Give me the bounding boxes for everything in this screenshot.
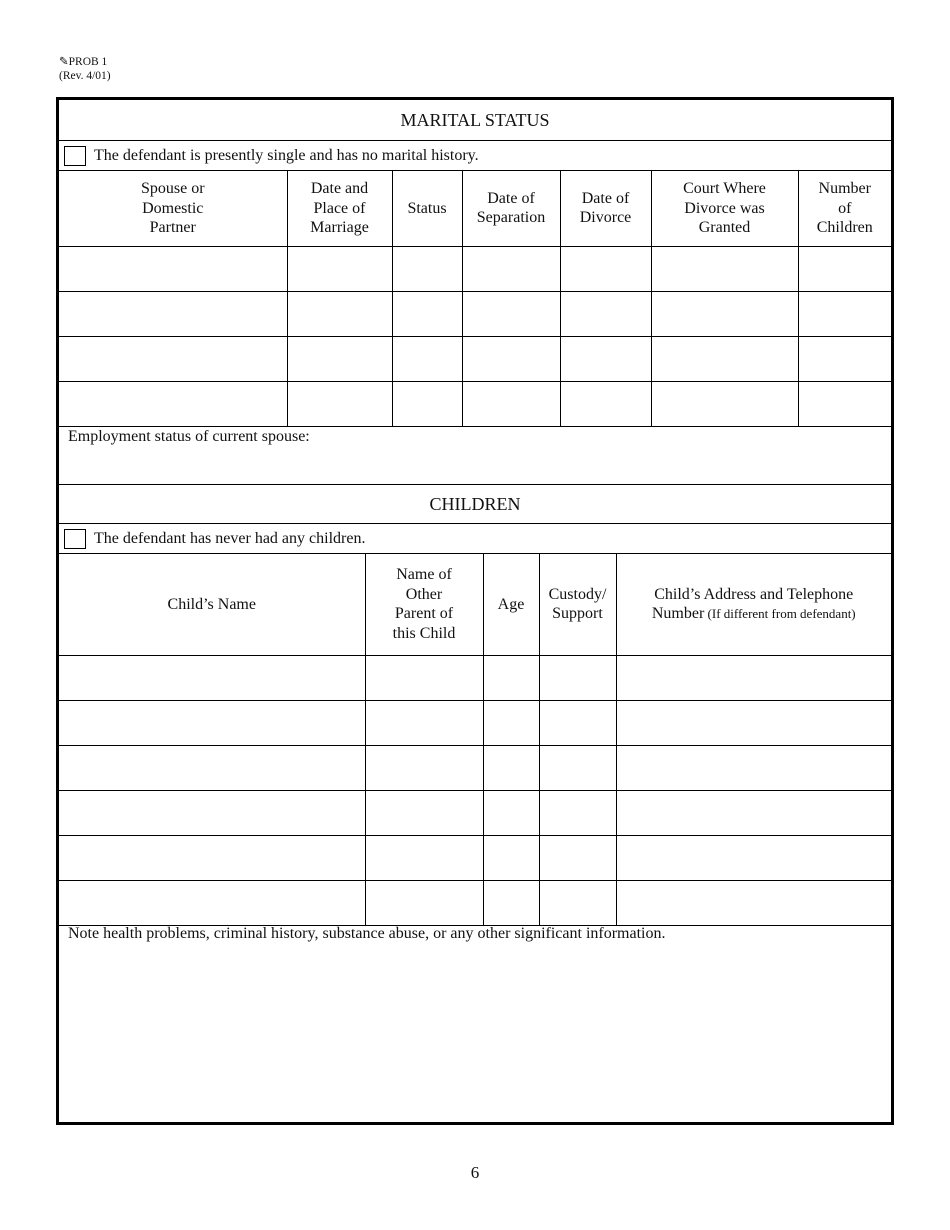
children-row: [59, 655, 891, 700]
children-cell[interactable]: [616, 835, 891, 880]
form-revision: (Rev. 4/01): [59, 70, 111, 82]
marital-cell[interactable]: [798, 381, 891, 426]
children-col-header: [483, 554, 539, 655]
marital-cell[interactable]: [798, 336, 891, 381]
form-frame: [56, 97, 894, 1125]
children-cell[interactable]: [483, 790, 539, 835]
children-row: [59, 835, 891, 880]
marital-cell[interactable]: [287, 381, 392, 426]
children-cell[interactable]: [59, 835, 365, 880]
marital-rows: [59, 246, 891, 426]
children-cell[interactable]: [365, 655, 483, 700]
marital-cell[interactable]: [651, 336, 798, 381]
marital-col-header-line: Date of: [581, 189, 630, 207]
marital-col-header: [59, 171, 287, 246]
single-checkbox-label: The defendant is presently single and has no marital history.: [94, 146, 479, 164]
children-col-header-line: Custody/: [548, 585, 607, 603]
marital-cell[interactable]: [651, 291, 798, 336]
children-row: [59, 880, 891, 925]
employment-status-label: Employment status of current spouse:: [68, 428, 310, 445]
marital-cell[interactable]: [287, 246, 392, 291]
marital-col-header-line: Marriage: [310, 219, 369, 236]
children-cell[interactable]: [539, 745, 616, 790]
page-number: 6: [470, 1163, 480, 1182]
marital-col-header-line: Spouse or: [140, 180, 205, 197]
marital-col-header: [560, 171, 651, 246]
children-cell[interactable]: [365, 790, 483, 835]
no-children-row: [59, 524, 891, 554]
marital-cell[interactable]: [651, 246, 798, 291]
children-cell[interactable]: [365, 745, 483, 790]
no-children-checkbox-label: The defendant has never had any children.: [94, 529, 366, 547]
children-table: [59, 554, 891, 926]
marital-cell[interactable]: [59, 336, 287, 381]
children-col-header: [365, 554, 483, 655]
marital-col-header-line: of: [838, 199, 852, 217]
children-rows: [59, 655, 891, 925]
children-col-header: [539, 554, 616, 655]
marital-cell[interactable]: [560, 291, 651, 336]
children-cell[interactable]: [59, 745, 365, 790]
marital-col-header-line: Divorce: [579, 209, 632, 227]
children-cell[interactable]: [483, 700, 539, 745]
marital-col-header-line: Place of: [313, 199, 366, 217]
marital-cell[interactable]: [462, 336, 560, 381]
marital-row: [59, 291, 891, 336]
children-row: [59, 790, 891, 835]
children-col-header-line: this Child: [392, 624, 456, 642]
marital-col-header-line: Granted: [698, 219, 751, 236]
marital-col-header-line: Number: [818, 180, 871, 197]
marital-col-header: [287, 171, 392, 246]
notes-field[interactable]: [59, 923, 891, 1122]
marital-row: [59, 381, 891, 426]
children-cell[interactable]: [539, 880, 616, 925]
marital-cell[interactable]: [59, 381, 287, 426]
children-cell[interactable]: [483, 655, 539, 700]
single-row: [59, 141, 891, 171]
children-title: CHILDREN: [59, 485, 891, 524]
marital-cell[interactable]: [651, 381, 798, 426]
children-cell[interactable]: [539, 790, 616, 835]
marital-cell[interactable]: [287, 336, 392, 381]
marital-col-header: [651, 171, 798, 246]
children-cell[interactable]: [616, 655, 891, 700]
children-col-header: [59, 554, 365, 655]
marital-status-title: MARITAL STATUS: [59, 100, 891, 141]
marital-cell[interactable]: [287, 291, 392, 336]
marital-cell[interactable]: [560, 336, 651, 381]
children-col-header-line: Parent of: [394, 605, 454, 623]
children-cell[interactable]: [539, 700, 616, 745]
marital-cell[interactable]: [462, 291, 560, 336]
children-cell[interactable]: [483, 745, 539, 790]
marital-cell[interactable]: [560, 246, 651, 291]
marital-cell[interactable]: [392, 381, 462, 426]
children-cell[interactable]: [59, 655, 365, 700]
form-id: ✎PROB 1: [59, 56, 108, 68]
children-row: [59, 745, 891, 790]
children-col-header-line: [620, 604, 889, 624]
children-cell[interactable]: [483, 880, 539, 925]
marital-cell[interactable]: [392, 336, 462, 381]
marital-cell[interactable]: [462, 246, 560, 291]
children-cell[interactable]: [616, 880, 891, 925]
marital-col-header-line: Status: [407, 199, 447, 217]
marital-cell[interactable]: [462, 381, 560, 426]
children-cell[interactable]: [59, 880, 365, 925]
children-col-header: [616, 554, 891, 655]
children-col-header-note: (If different from defendant): [704, 606, 856, 622]
marital-col-header: [798, 171, 891, 246]
marital-cell[interactable]: [798, 291, 891, 336]
marital-row: [59, 336, 891, 381]
marital-col-header-line: Date of: [487, 189, 535, 207]
children-col-header-line: Support: [552, 605, 603, 623]
marital-col-header-line: Divorce was: [684, 199, 765, 217]
employment-status-field[interactable]: [59, 426, 891, 485]
marital-col-header: [392, 171, 462, 246]
children-cell[interactable]: [59, 790, 365, 835]
children-col-header-line: Child’s Address and Telephone: [654, 585, 854, 603]
marital-col-header: [462, 171, 560, 246]
marital-col-header-line: Partner: [149, 219, 196, 236]
form-header: [59, 55, 111, 83]
no-children-checkbox[interactable]: [64, 529, 86, 549]
marital-cell[interactable]: [798, 246, 891, 291]
marital-cell[interactable]: [392, 291, 462, 336]
children-cell[interactable]: [539, 655, 616, 700]
children-cell[interactable]: [616, 700, 891, 745]
marital-header-row: [59, 171, 891, 246]
marital-cell[interactable]: [59, 291, 287, 336]
children-col-header-line: Other: [405, 585, 443, 603]
children-cell[interactable]: [365, 700, 483, 745]
notes-label: Note health problems, criminal history, substance abuse, or any other significant information.: [68, 925, 666, 942]
marital-col-header-line: Date and: [310, 180, 369, 197]
marital-col-header-line: Court Where: [683, 180, 766, 197]
children-cell[interactable]: [365, 880, 483, 925]
children-cell[interactable]: [616, 745, 891, 790]
children-cell[interactable]: [483, 835, 539, 880]
marital-col-header-line: Children: [816, 219, 873, 236]
marital-col-header-line: Separation: [476, 209, 546, 227]
single-checkbox[interactable]: [64, 146, 86, 166]
marital-table: [59, 171, 891, 427]
marital-col-header-line: Domestic: [142, 199, 204, 217]
children-col-header-line: Age: [497, 595, 525, 613]
marital-cell[interactable]: [560, 381, 651, 426]
marital-cell[interactable]: [59, 246, 287, 291]
children-cell[interactable]: [365, 835, 483, 880]
children-cell[interactable]: [539, 835, 616, 880]
children-header-row: [59, 554, 891, 655]
children-cell[interactable]: [616, 790, 891, 835]
children-col-header-text: Number: [651, 605, 705, 623]
marital-cell[interactable]: [392, 246, 462, 291]
marital-row: [59, 246, 891, 291]
children-col-header-line: Name of: [396, 566, 452, 584]
children-cell[interactable]: [59, 700, 365, 745]
children-row: [59, 700, 891, 745]
children-col-header-line: Child’s Name: [167, 595, 256, 613]
